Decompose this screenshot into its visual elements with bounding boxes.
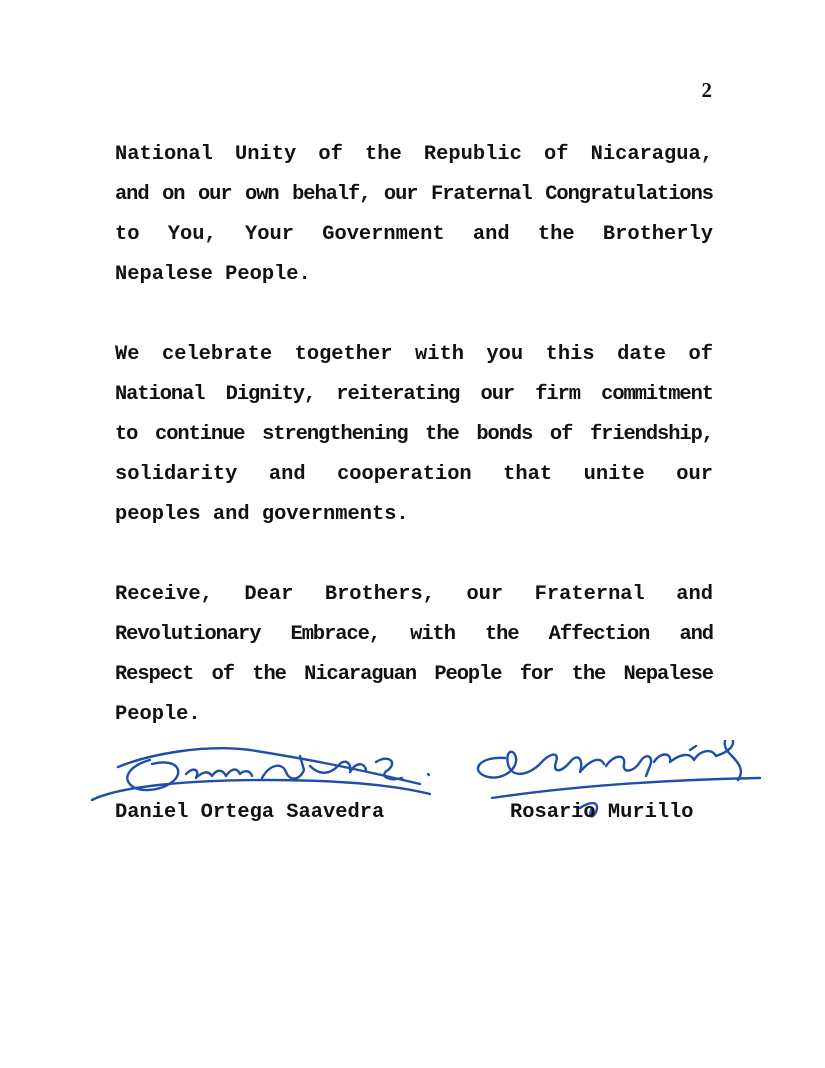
signer-name-ortega: Daniel Ortega Saavedra — [115, 801, 385, 824]
text-line: We celebrate together with you this date of — [115, 343, 713, 366]
text-line: National Unity of the Republic of Nicaragua, — [115, 143, 713, 166]
page-number: 2 — [701, 78, 712, 102]
text-line: solidarity and cooperation that unite our — [115, 463, 713, 486]
paragraph-2 — [115, 335, 713, 535]
text-line: and on our own behalf, our Fraternal Congratulations — [115, 183, 713, 206]
text-line: Nepalese People. — [115, 263, 311, 286]
signature-block — [0, 740, 825, 840]
text-line: Respect of the Nicaraguan People for the Nepalese — [115, 663, 713, 686]
signer-name-murillo: Rosario Murillo — [510, 801, 694, 824]
text-line: National Dignity, reiterating our firm commitment — [115, 383, 713, 406]
letter-body — [115, 135, 713, 775]
text-line: to You, Your Government and the Brotherly — [115, 223, 713, 246]
paragraph-1 — [115, 135, 713, 295]
handwritten-signature-icon — [92, 748, 430, 800]
text-line: Revolutionary Embrace, with the Affection and — [115, 623, 713, 646]
text-line: peoples and governments. — [115, 503, 409, 526]
text-line: People. — [115, 703, 201, 726]
text-line: to continue strengthening the bonds of friendship, — [115, 423, 713, 446]
paragraph-3 — [115, 575, 713, 735]
text-line: Receive, Dear Brothers, our Fraternal and — [115, 583, 713, 606]
